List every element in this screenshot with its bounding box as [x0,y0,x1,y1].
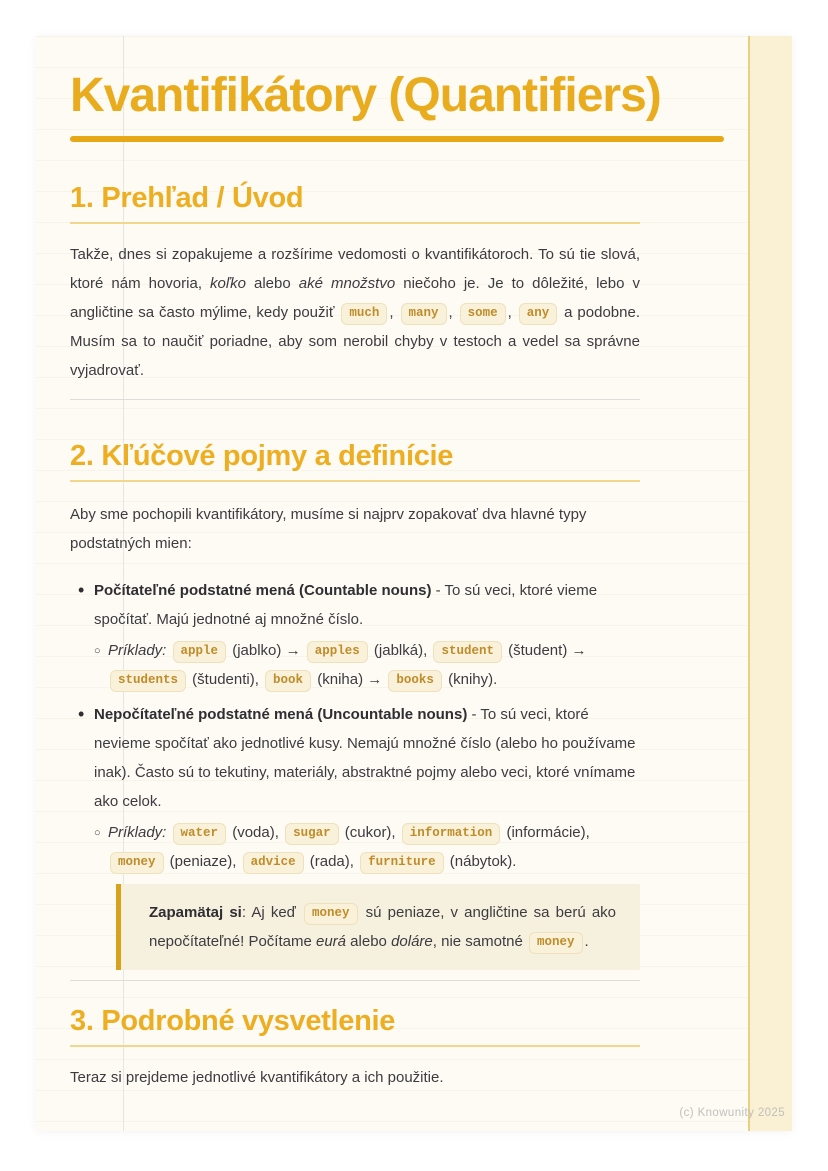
inline-code-chip: apples [307,641,368,663]
examples-sublist [94,818,640,876]
page-edge-band [748,36,792,1131]
inline-code-chip: book [265,670,311,692]
inline-code-chip: any [519,303,558,325]
section-3-paragraph: Teraz si prejdeme jednotlivé kvantifikátory a ich použitie. [70,1069,444,1086]
section-divider [70,399,640,400]
section-1-heading: 1. Prehľad / Úvod [70,182,640,224]
section-1-paragraph: Takže, dnes si zopakujeme a rozšírime vedomosti o kvantifikátoroch. To sú tie slová, ktoré nám hovoria, koľko alebo aké množstvo niečoho je. Je to dôležité, lebo v angličtine sa často mýlime, kedy použiť much , many , some , any a podobne. Musím sa to naučiť poriadne, aby som nerobil chyby v testoch a vedel sa správne vyjadrovať. [70,246,641,379]
inline-code-chip: student [433,641,502,663]
list-item-text: • Počítateľné podstatné mená (Countable nouns) - To sú veci, ktoré vieme spočítať. Majú jednotné aj množné číslo. [94,582,598,628]
noun-types-list [70,576,640,876]
inline-code-chip: some [460,303,506,325]
section-divider [70,980,640,981]
inline-code-chip: money [304,903,358,925]
list-item-text: • Nepočítateľné podstatné mená (Uncountable nouns) - To sú veci, ktoré nevieme spočítať ako jednotlivé kusy. Nemajú množné číslo (alebo ho používame inak). Často sú to tekutiny, materiály, abstraktné pojmy alebo veci, ktoré vnímame ako celok. [94,706,636,810]
inline-code-chip: much [341,303,387,325]
list-item-examples: ○ Príklady: apple (jablko) → apples (jablká), student (študent) → students (študenti), book (kniha) → books (knihy). [108,636,640,694]
inline-code-chip: money [529,932,583,954]
inline-code-chip: students [110,670,186,692]
inline-code-chip: advice [243,852,304,874]
inline-code-chip: apple [173,641,227,663]
title-underline-rule [70,136,724,142]
examples-sublist [94,636,640,694]
section-2-intro: Aby sme pochopili kvantifikátory, musíme si najprv zopakovať dva hlavné typy podstatných mien: [70,506,587,552]
page-title: Kvantifikátory (Quantifiers) [70,69,661,122]
inline-code-chip: many [401,303,447,325]
document-content [70,36,661,1092]
remember-callout [116,884,640,970]
section-2-heading: 2. Kľúčové pojmy a definície [70,440,640,482]
watermark: (c) Knowunity 2025 [679,1107,785,1119]
inline-code-chip: money [110,852,164,874]
document-page [36,36,792,1131]
inline-code-chip: books [388,670,442,692]
callout-text: Zapamätaj si: Aj keď money sú peniaze, v angličtine sa berú ako nepočítateľné! Počítame eurá alebo doláre, nie samotné money . [149,898,616,956]
inline-code-chip: information [402,823,501,845]
list-item-uncountable [94,700,640,876]
inline-code-chip: furniture [360,852,444,874]
list-item-examples: ○ Príklady: water (voda), sugar (cukor), information (informácie), money (peniaze), advice (rada), furniture (nábytok). [108,818,640,876]
inline-code-chip: sugar [285,823,339,845]
list-item-countable [94,576,640,694]
inline-code-chip: water [173,823,227,845]
section-3-heading: 3. Podrobné vysvetlenie [70,1005,640,1047]
